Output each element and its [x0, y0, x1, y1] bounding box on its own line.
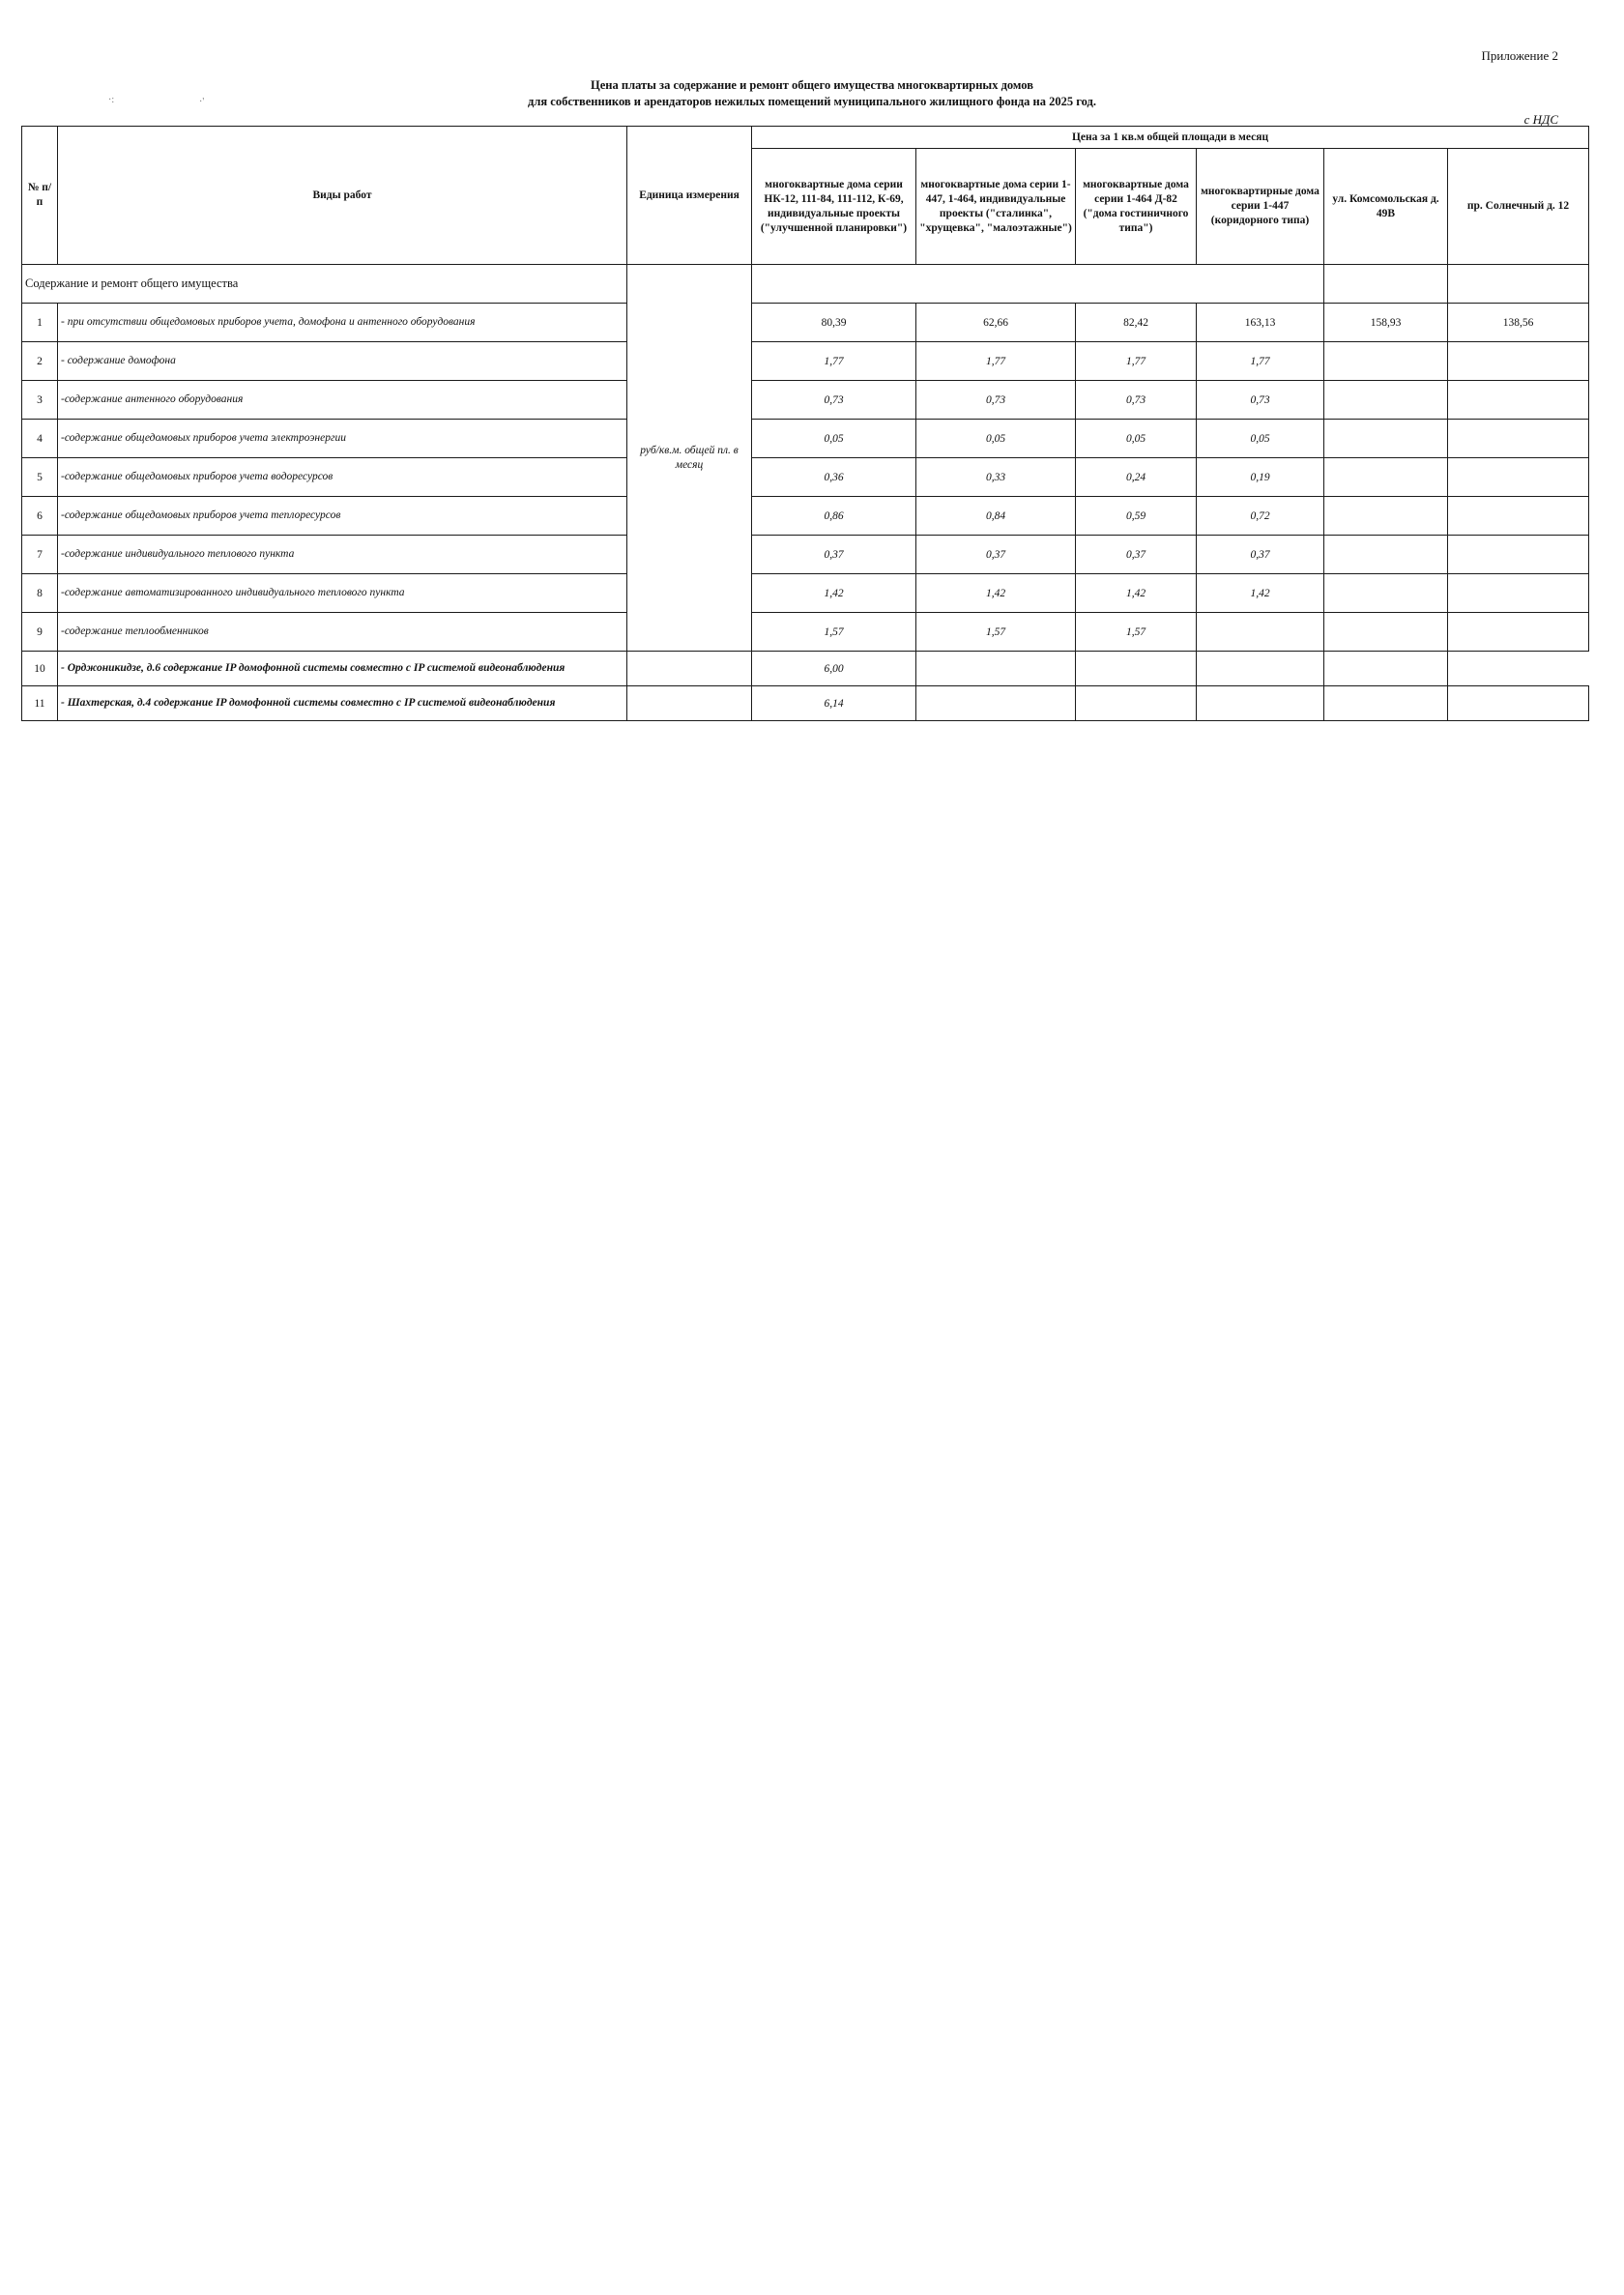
price-cell: 0,24: [1076, 458, 1197, 497]
row-number: 6: [22, 497, 58, 536]
price-cell: 0,36: [752, 458, 916, 497]
table-row: [22, 420, 1589, 458]
row-number: 10: [22, 652, 58, 686]
row-number: 5: [22, 458, 58, 497]
row-number: 8: [22, 574, 58, 613]
column-group-price: Цена за 1 кв.м общей площади в месяц: [752, 127, 1589, 149]
price-cell: 1,57: [1076, 613, 1197, 652]
price-cell: 0,33: [916, 458, 1076, 497]
price-cell: 0,05: [752, 420, 916, 458]
price-cell: 1,77: [916, 342, 1076, 381]
price-cell: 0,37: [1076, 536, 1197, 574]
price-cell: [1324, 613, 1448, 652]
row-number: 11: [22, 686, 58, 721]
price-cell: 80,39: [752, 304, 916, 342]
price-cell: [627, 652, 752, 686]
row-number: 7: [22, 536, 58, 574]
document-title: [0, 77, 1624, 110]
price-cell: [1324, 652, 1448, 686]
table-row: [22, 458, 1589, 497]
scan-speck: ·': [199, 97, 205, 107]
price-cell: 0,19: [1197, 458, 1324, 497]
price-cell: [1324, 381, 1448, 420]
price-cell: 0,37: [752, 536, 916, 574]
column-header-price-6: пр. Солнечный д. 12: [1448, 149, 1589, 265]
price-cell: 0,86: [752, 497, 916, 536]
price-cell: 62,66: [916, 304, 1076, 342]
row-number: 2: [22, 342, 58, 381]
work-description: -содержание общедомовых приборов учета теплоресурсов: [58, 497, 627, 536]
work-description: - Орджоникидзе, д.6 содержание IP домофонной системы совместно с IP системой видеонаблюдения: [58, 652, 627, 686]
work-description: -содержание общедомовых приборов учета водоресурсов: [58, 458, 627, 497]
work-description: - содержание домофона: [58, 342, 627, 381]
price-cell: [1324, 497, 1448, 536]
row-number: 9: [22, 613, 58, 652]
price-cell: [1448, 536, 1589, 574]
price-cell: [1448, 342, 1589, 381]
price-cell: [1448, 458, 1589, 497]
price-cell: 0,37: [916, 536, 1076, 574]
price-cell: 158,93: [1324, 304, 1448, 342]
column-header-work: Виды работ: [58, 127, 627, 265]
unit-cell: руб/кв.м. общей пл. в месяц: [627, 265, 752, 652]
price-cell: 1,57: [752, 613, 916, 652]
price-cell: 1,77: [1076, 342, 1197, 381]
price-cell: [1448, 420, 1589, 458]
price-cell: 1,42: [752, 574, 916, 613]
section-empty-cell: [752, 265, 1324, 304]
work-description: -содержание индивидуального теплового пункта: [58, 536, 627, 574]
price-cell: [1324, 686, 1448, 721]
price-cell: 1,77: [1197, 342, 1324, 381]
work-description: -содержание теплообменников: [58, 613, 627, 652]
column-header-price-3: многоквартные дома серии 1-464 Д-82 ("дома гостиничного типа"): [1076, 149, 1197, 265]
price-cell: [1076, 652, 1197, 686]
price-cell: [1324, 342, 1448, 381]
price-cell: 0,72: [1197, 497, 1324, 536]
price-cell: [1448, 574, 1589, 613]
price-cell: 0,05: [1076, 420, 1197, 458]
price-cell: [1197, 686, 1324, 721]
price-cell: 1,42: [916, 574, 1076, 613]
unit-empty-cell: [627, 686, 752, 721]
price-cell: 0,73: [916, 381, 1076, 420]
price-cell: 0,37: [1197, 536, 1324, 574]
section-empty-cell: [1324, 265, 1448, 304]
column-header-number: № п/п: [22, 127, 58, 265]
table-row: [22, 497, 1589, 536]
table-row: [22, 686, 1589, 721]
work-description: -содержание автоматизированного индивидуального теплового пункта: [58, 574, 627, 613]
title-line-1: Цена платы за содержание и ремонт общего имущества многоквартирных домов: [591, 78, 1033, 92]
column-header-unit: Единица измерения: [627, 127, 752, 265]
section-title: Содержание и ремонт общего имущества: [22, 265, 627, 304]
price-cell: 1,77: [752, 342, 916, 381]
work-description: -содержание общедомовых приборов учета электроэнергии: [58, 420, 627, 458]
price-cell: 1,42: [1197, 574, 1324, 613]
price-cell: 0,05: [1197, 420, 1324, 458]
price-cell: [1448, 381, 1589, 420]
price-cell: 1,57: [916, 613, 1076, 652]
price-cell: [1324, 420, 1448, 458]
price-cell: [1197, 613, 1324, 652]
annex-label: Приложение 2: [1481, 48, 1558, 63]
price-cell: [1324, 458, 1448, 497]
scan-speck: ·:: [108, 95, 115, 105]
price-cell: 1,42: [1076, 574, 1197, 613]
price-cell: [1197, 652, 1324, 686]
work-description: - Шахтерская, д.4 содержание IP домофонной системы совместно с IP системой видеонаблюдения: [58, 686, 627, 721]
section-empty-cell: [1448, 265, 1589, 304]
price-cell: 138,56: [1448, 304, 1589, 342]
work-description: - при отсутствии общедомовых приборов учета, домофона и антенного оборудования: [58, 304, 627, 342]
price-cell: [1324, 574, 1448, 613]
row-number: 1: [22, 304, 58, 342]
price-cell: [1448, 613, 1589, 652]
price-cell: 0,73: [1197, 381, 1324, 420]
price-cell: 0,59: [1076, 497, 1197, 536]
price-table: [21, 126, 1589, 721]
title-line-2: для собственников и арендаторов нежилых помещений муниципального жилищного фонда на 2025 год.: [528, 95, 1096, 108]
price-cell: [1448, 686, 1589, 721]
row-number: 3: [22, 381, 58, 420]
table-row: [22, 574, 1589, 613]
price-cell: [1448, 497, 1589, 536]
table-row: [22, 652, 1589, 686]
work-description: -содержание антенного оборудования: [58, 381, 627, 420]
price-cell: [1076, 686, 1197, 721]
price-cell: 0,73: [1076, 381, 1197, 420]
price-cell: 0,05: [916, 420, 1076, 458]
price-cell: 0,73: [752, 381, 916, 420]
price-cell: 82,42: [1076, 304, 1197, 342]
price-cell: [916, 652, 1076, 686]
column-header-price-4: многоквартирные дома серии 1-447 (коридорного типа): [1197, 149, 1324, 265]
table-row: [22, 342, 1589, 381]
price-cell: [1324, 536, 1448, 574]
price-cell: 6,00: [752, 652, 916, 686]
price-cell: 0,84: [916, 497, 1076, 536]
table-row: [22, 613, 1589, 652]
vat-note: с НДС: [1523, 112, 1558, 127]
table-row: [22, 536, 1589, 574]
column-header-price-1: многоквартные дома серии НК-12, 111-84, 111-112, К-69, индивидуальные проекты ("улучшенной планировки"): [752, 149, 916, 265]
price-cell: 163,13: [1197, 304, 1324, 342]
row-number: 4: [22, 420, 58, 458]
price-cell: [916, 686, 1076, 721]
table-row: [22, 304, 1589, 342]
column-header-price-5: ул. Комсомольская д. 49В: [1324, 149, 1448, 265]
price-cell: 6,14: [752, 686, 916, 721]
table-row: [22, 381, 1589, 420]
column-header-price-2: многоквартные дома серии 1-447, 1-464, индивидуальные проекты ("сталинка", "хрущевка", "малоэтажные"): [916, 149, 1076, 265]
